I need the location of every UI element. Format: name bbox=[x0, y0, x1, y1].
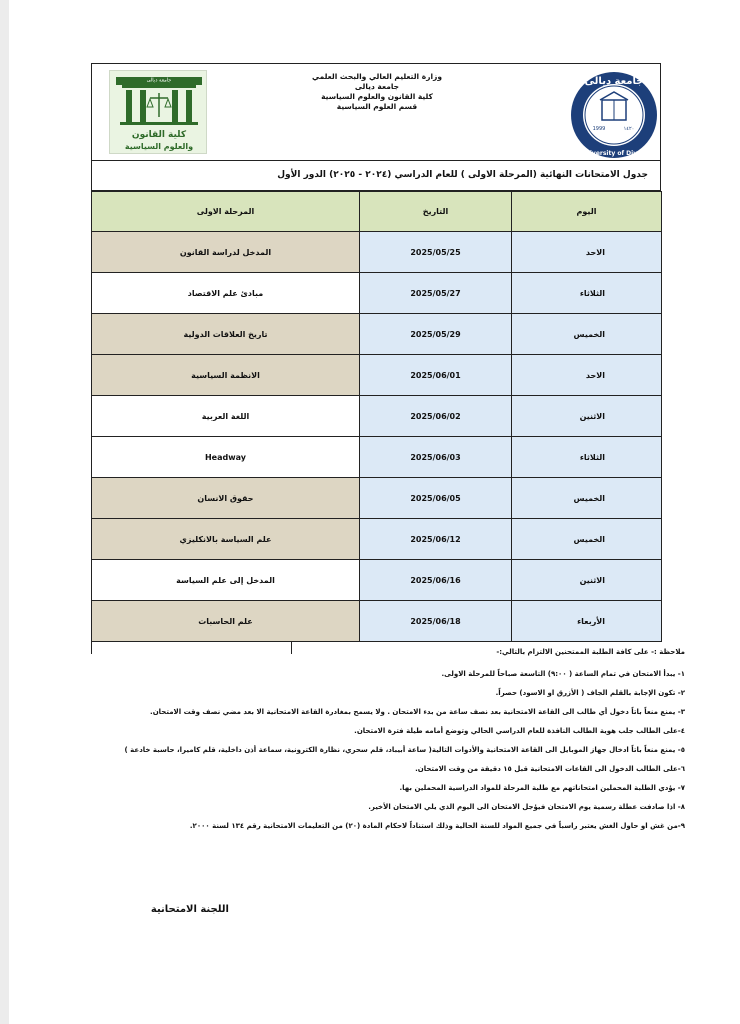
college-logo bbox=[109, 70, 207, 154]
date-cell: 2025/05/25 bbox=[360, 232, 512, 273]
date-cell: 2025/05/27 bbox=[360, 273, 512, 314]
subject-cell: المدخل لدراسة القانون bbox=[92, 232, 360, 273]
date-cell: 2025/06/12 bbox=[360, 519, 512, 560]
letterhead bbox=[91, 63, 661, 161]
table-row bbox=[92, 232, 662, 273]
note-item: ١- يبدأ الامتحان في تمام الساعة ( ٩:٠٠) التاسعة صباحاً للمرحلة الاولى. bbox=[441, 670, 685, 678]
column-header-date: التاريخ bbox=[360, 192, 512, 232]
table-row bbox=[92, 396, 662, 437]
date-cell: 2025/06/18 bbox=[360, 601, 512, 642]
subject-cell: المدخل إلى علم السياسة bbox=[92, 560, 360, 601]
exam-committee-signature: اللجنة الامتحانية bbox=[150, 904, 229, 915]
seal-arabic-text: جامعة ديالى bbox=[584, 76, 644, 87]
column-header-stage: المرحلة الاولى bbox=[92, 192, 360, 232]
subject-cell: الانظمة السياسية bbox=[92, 355, 360, 396]
table-row bbox=[92, 519, 662, 560]
day-cell: الثلاثاء bbox=[512, 273, 662, 314]
date-cell: 2025/06/02 bbox=[360, 396, 512, 437]
subject-cell: تاريخ العلاقات الدولية bbox=[92, 314, 360, 355]
table-row bbox=[92, 273, 662, 314]
day-cell: الأربعاء bbox=[512, 601, 662, 642]
date-cell: 2025/06/05 bbox=[360, 478, 512, 519]
college-line: كلية القانون والعلوم السياسية bbox=[321, 92, 433, 101]
exam-schedule-table bbox=[91, 191, 662, 642]
day-cell: الخميس bbox=[512, 519, 662, 560]
date-cell: 2025/06/03 bbox=[360, 437, 512, 478]
note-item: ٧- يؤدي الطلبة المحملين امتحاناتهم مع طلبة المرحلة للمواد الدراسية المحملين بها. bbox=[399, 784, 685, 792]
table-row bbox=[92, 560, 662, 601]
college-logo-top-text: جامعة ديالى bbox=[146, 77, 172, 84]
day-cell: الاثنين bbox=[512, 560, 662, 601]
table-row bbox=[92, 355, 662, 396]
day-cell: الاحد bbox=[512, 232, 662, 273]
notes-heading: ملاحظة :- على كافة الطلبة الممتحنين الالتزام بالتالي:- bbox=[496, 648, 685, 656]
college-logo-mid-text: كلية القانون bbox=[131, 130, 187, 140]
seal-year-hijri: ١٤٢٠ bbox=[623, 126, 635, 132]
department-line: قسم العلوم السياسية bbox=[336, 102, 418, 111]
table-row bbox=[92, 314, 662, 355]
note-item: ٤-على الطالب جلب هوية الطالب النافذة للعام الدراسي الحالي وتوضع أمامه طيلة فترة الامتحان. bbox=[354, 727, 685, 735]
ministry-block bbox=[242, 72, 512, 112]
subject-cell: علم السياسة بالانكليزي bbox=[92, 519, 360, 560]
subject-cell: مبادئ علم الاقتصاد bbox=[92, 273, 360, 314]
college-logo-bottom-text: والعلوم السياسية bbox=[124, 142, 194, 151]
schedule-title: جدول الامتحانات النهائية (المرحلة الاولى ) للعام الدراسي (٢٠٢٤ - ٢٠٢٥) الدور الأول bbox=[91, 161, 661, 191]
note-item: ٥- يمنع منعاً باتاً ادخال جهاز الموبايل الى القاعة الامتحانية والأدوات التالية( ساعة أبيباد، قلم سحري، نظارة الكترونية، سماعة أذن داخلية، قلم كاميرا، حاسبة خادعة ) bbox=[124, 746, 685, 754]
date-cell: 2025/05/29 bbox=[360, 314, 512, 355]
table-row bbox=[92, 478, 662, 519]
subject-cell: حقوق الانسان bbox=[92, 478, 360, 519]
table-row bbox=[92, 437, 662, 478]
note-item: ٦-على الطالب الدخول الى القاعات الامتحانية قبل ١٥ دقيقة من وقت الامتحان. bbox=[415, 765, 685, 773]
notes-section bbox=[45, 648, 685, 841]
seal-year-gregorian: 1999 bbox=[592, 126, 606, 132]
page-edge bbox=[0, 0, 9, 1024]
day-cell: الاثنين bbox=[512, 396, 662, 437]
subject-cell: علم الحاسبات bbox=[92, 601, 360, 642]
date-cell: 2025/06/01 bbox=[360, 355, 512, 396]
university-line: جامعة ديالى bbox=[354, 82, 400, 91]
date-cell: 2025/06/16 bbox=[360, 560, 512, 601]
day-cell: الخميس bbox=[512, 478, 662, 519]
note-item: ٨- اذا صادفت عطلة رسمية يوم الامتحان فيؤجل الامتحان الى اليوم الذي يلي الامتحان الأخير. bbox=[368, 803, 685, 811]
table-header-row bbox=[92, 192, 662, 232]
exam-schedule-sheet bbox=[91, 63, 661, 654]
day-cell: الاحد bbox=[512, 355, 662, 396]
table-row bbox=[92, 601, 662, 642]
university-seal bbox=[566, 70, 662, 160]
day-cell: الثلاثاء bbox=[512, 437, 662, 478]
ministry-line: وزارة التعليم العالي والبحث العلمي bbox=[311, 72, 443, 81]
subject-cell: اللغة العربية bbox=[92, 396, 360, 437]
note-item: ٩-من غش او حاول الغش يعتبر راسباً في جميع المواد للسنة الحالية وذلك استناداً لاحكام المادة (٢٠) من التعليمات الامتحانية رقم ١٣٤ لسنة ٢٠٠٠. bbox=[189, 822, 685, 830]
column-header-day: اليوم bbox=[512, 192, 662, 232]
note-item: ٢- تكون الإجابة بالقلم الجاف ( الأزرق او الاسود) حصراً. bbox=[495, 689, 685, 697]
note-item: ٣- يمنع منعاً باتاً دخول أي طالب الى القاعة الامتحانية بعد نصف ساعة من بدء الامتحان . ولا يسمح بمغادرة القاعة الامتحانية الا بعد مضي نصف وقت الامتحان. bbox=[150, 708, 685, 716]
seal-english-text: University of Diyala bbox=[580, 150, 648, 157]
subject-cell: Headway bbox=[92, 437, 360, 478]
day-cell: الخميس bbox=[512, 314, 662, 355]
